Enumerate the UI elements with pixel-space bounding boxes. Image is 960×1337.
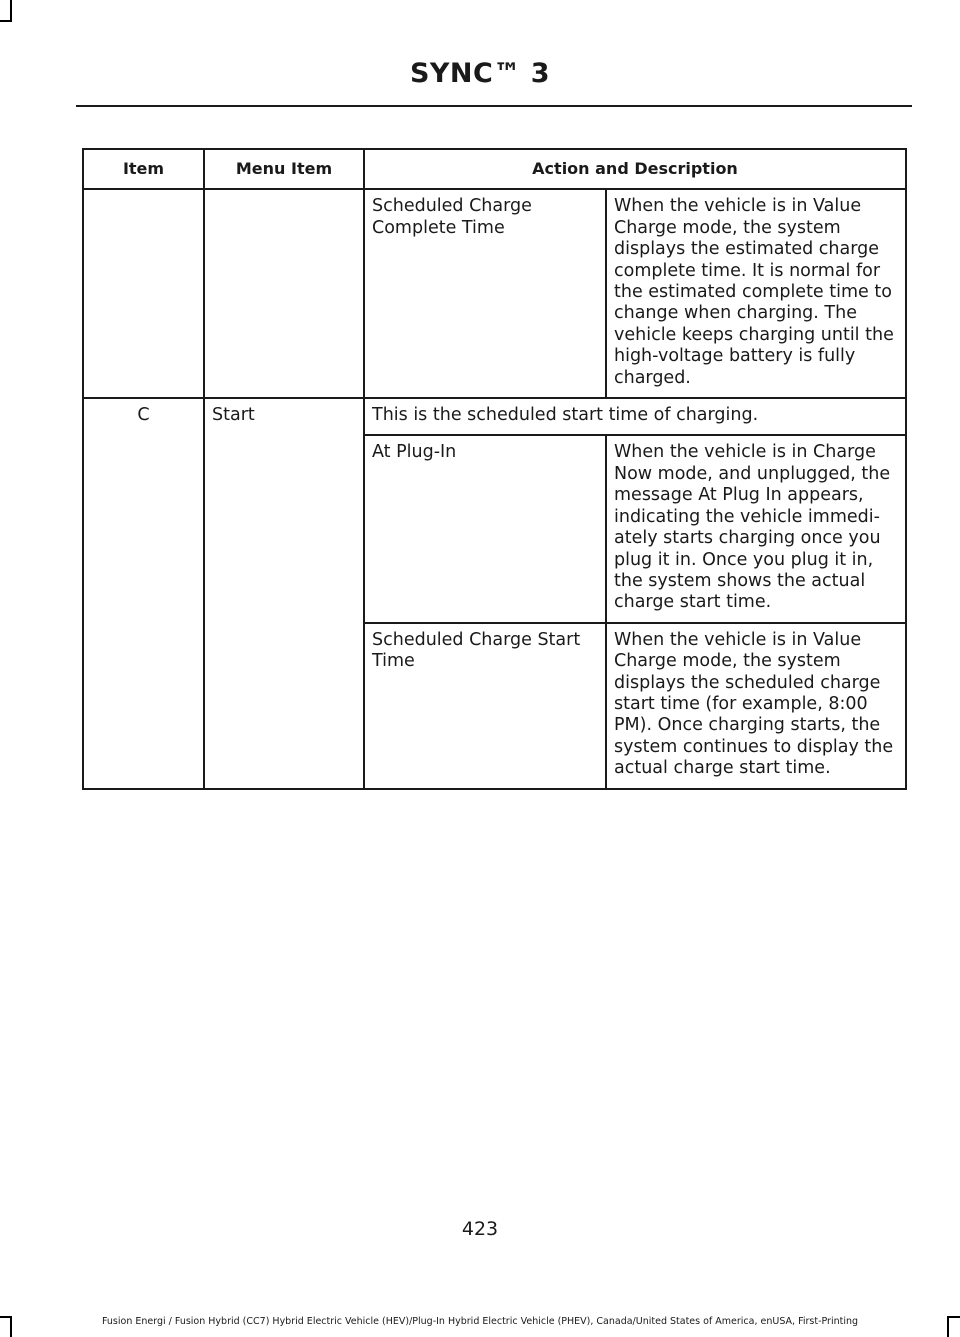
crop-mark-top-left-h (0, 20, 12, 22)
column-header-item: Item (83, 149, 204, 189)
table-header-row (83, 149, 906, 189)
crop-mark-top-left-v (10, 0, 12, 20)
charge-settings-table (82, 148, 907, 790)
action-cell: Scheduled Charge Start Time (364, 623, 606, 789)
description-cell: When the vehicle is in Value Charge mode, the system displays the scheduled charge start time (for example, 8:00 PM). Once charging starts, the system continues to display the actual charge start time. (606, 623, 906, 789)
menu-item-cell: Start (204, 398, 364, 789)
item-cell: C (83, 398, 204, 789)
column-header-menu-item: Menu Item (204, 149, 364, 189)
page-number: 423 (461, 1218, 499, 1240)
menu-item-cell (204, 189, 364, 398)
column-header-action-description: Action and Description (364, 149, 906, 189)
table-row (83, 398, 906, 435)
header-divider (76, 105, 912, 107)
item-cell (83, 189, 204, 398)
page-title: SYNC™ 3 (409, 58, 551, 89)
action-cell: Scheduled Charge Complete Time (364, 189, 606, 398)
description-cell: When the vehicle is in Value Charge mode, the system displays the estimated charge complete time. It is normal for the estimated complete time to change when charging. The vehicle keeps charging until the high-voltage battery is fully charged. (606, 189, 906, 398)
action-cell: At Plug-In (364, 435, 606, 622)
footer-text: Fusion Energi / Fusion Hybrid (CC7) Hybrid Electric Vehicle (HEV)/Plug-In Hybrid Electric Vehicle (PHEV), Canada/United States of America, enUSA, First-Printing (101, 1316, 859, 1327)
description-cell: When the vehicle is in Charge Now mode, and unplugged, the message At Plug In appears, indicating the vehicle immedi- ately starts charging once you plug it in. Once you plug it in, the system shows the actual charge start time. (606, 435, 906, 622)
table-row (83, 189, 906, 398)
description-cell: This is the scheduled start time of charging. (364, 398, 906, 435)
